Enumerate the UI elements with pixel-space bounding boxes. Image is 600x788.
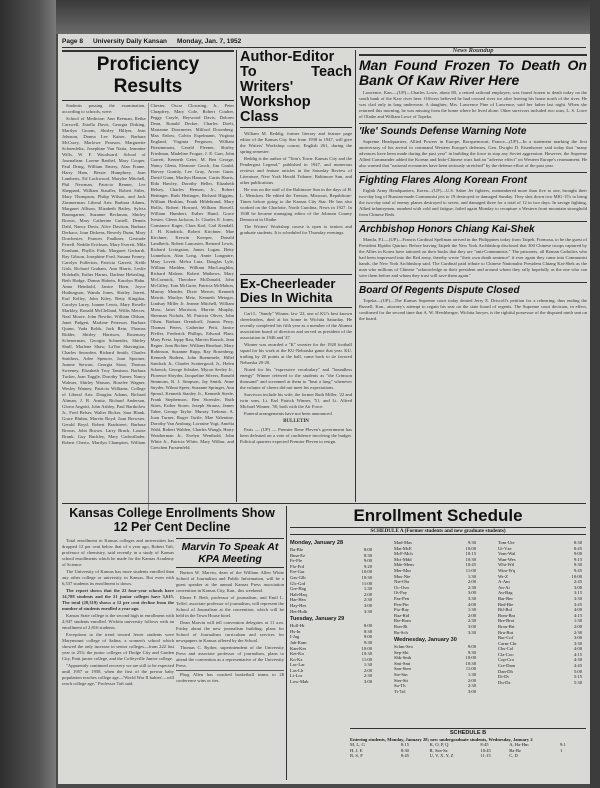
newspaper-page [58,34,590,784]
schedule-time: 8:00 [363,547,372,552]
author-editor-p4: The Writers' Workshop course is open to seniors and graduate students. It is scheduled for Thursday evenings. [240,224,352,235]
schedule-time: 9:00 [363,634,372,640]
schedule-range: Gre-Hag [290,586,307,592]
schedule-time: 9:00 [467,644,476,650]
news-body-4: Manila, P.I.—(UP)—Francis Cardinal Spellman arrived in the Philippines today from Taipeh, Formosa, to be the guest of President Elpidio Quirino. Before leaving Taipeh the New York Archbishop disclosed that 300 Chinese troops captured by the Allies in Korea have tattooed on their backs that they are "anti-Communists." The prisoners, all Roman Catholics who had been impressed into the Red army, thereby wrote "their own death sentence" if ever again they came into Communist hands, the New York Archbishop said. The Cardinal paid tribute to Chinese Nationalist President Chiang Kai-Shek as the man who millions of Chinese "acknowledge as their president and around whom they rally hopefully as the one who can save them before and whom they trust will save them again." [359,237,587,278]
schedule-b-title: SCHEDULE B [350,728,586,736]
schedule-range: Bom-Bra [498,612,516,618]
paper-name: University Daily Kansan [92,38,168,45]
cheerleader-article [240,274,352,502]
news-roundup [359,48,587,502]
schedule-range: Ron-Rt [394,623,408,629]
schedule-time: 2:00 [467,677,476,683]
schedule-b-group: R, Sea-Sz [429,747,448,753]
author-editor-p1: William M. Reddig, former literary and feature page editor of the Kansas City Star from 1938 to 1947, will give the Writers' Workshop course, English 261, during the spring semester. [240,131,352,154]
schedule-time: 3:00 [573,635,582,641]
cheerleader-headline: Ex-Cheerleader Dies In Wichita [240,274,352,308]
schedule-range: Ster-Stt [394,677,408,683]
schedule-range: Ot-Pay [394,590,408,596]
schedule-range: Ste-Stn [394,672,408,678]
schedule-b-row [350,753,586,759]
scan-border-left [0,0,56,788]
schedule-b-time: 1 [559,747,563,753]
schedule-range: Cop-Cra [498,657,514,663]
schedule-range: Ko-Kz [290,656,303,662]
schedule-time: 3:15 [573,590,582,596]
schedule-range: Du-Dz [498,679,511,685]
schedule-time: 2:45 [573,579,582,585]
schedule-range: Su-Th [394,683,406,689]
schedule-range: Rie-Rom [394,618,411,624]
schedule-range: Jah-Kam [290,639,307,645]
schedule-range: Mci-Mdd [394,556,412,562]
schedule-time: 1:30 [363,586,372,592]
schedule-range: Flo-Frd [290,563,305,569]
schedule-b-time: 9:1 [559,742,566,747]
schedule-time: 10:30 [465,556,476,562]
schedule-b-group: A, Ha-Hm [509,742,529,747]
schedule-time: 9:30 [467,540,476,545]
schedule-time: 10:00 [361,645,372,651]
schedule-time: 9:30 [573,562,582,568]
schedule-time: 4:15 [573,651,582,657]
enrollments-headline: Kansas College Enrollments Show 12 Per Cent Decline [69,506,275,534]
schedule-time: 3:00 [467,590,476,596]
schedule-time: 9:20 [363,563,372,569]
author-editor-p3: He was on the staff of the Baltimore Sun in the days of H. L. Mencken. He edited the Trenton, Missouri, Republican-Times before going to the Kansas City Star. He has also worked on the Charlotte, North Carolina, News in 1927. In 1948 he became managing editor of the Johnson County Democrat in Olathe. [240,187,352,222]
scan-border-top [0,0,600,34]
schedule-range: A-Am [498,579,510,585]
proficiency-columns [62,103,234,523]
schedule-b-time: 8:45 [480,742,489,747]
marvin-p3: Dean Marvin will tell convention delegates at 11 a.m. Friday about the new journalism building, plans for School of Journalism curriculum and services for newspapers in Kansas offered by the School. [176,620,284,643]
schedule-range: Pio-Ray [394,607,410,613]
schedule-range: Bru-But [498,629,514,635]
schedule-row [498,680,582,686]
schedule-range: Bma-Ez [290,552,306,558]
news-headline-3: Fighting Flares Along Korean Front [359,172,587,186]
schedule-range: Li-Lor [290,673,303,679]
schedule-range: Bre-Brot [498,618,515,624]
monday-head: Monday, January 28 [290,540,344,546]
schedule-time: 8:45 [573,545,582,551]
schedule-time: 10:00 [361,569,372,575]
schedule-time: 11:00 [465,666,476,672]
marvin-p4: Thomas C. Ryther, superintendent of the University Press and associate professor of journalism, plans to attend the convention as a representative of the University Press. [176,645,284,668]
proficiency-lead: Students passing the examination, according to schools, were: [62,103,146,114]
enrollments-p5: Exceptions to the trend toward fewer students were Marymount college of Salina, a women's school which showed the only increase in senior colleges—from 222 last year to 253; the junior colleges of Dodge City and Garden City, Pratt junior college, and the Coffeyville Junior college. [62,632,174,661]
schedule-time: 8:30 [363,552,372,558]
cheerleader-p3: Noted for his "expressive vocabulary" and "boundless energy" Winner referred to the students as "the Crimson thousand" and screamed at them to "beat a lung" whenever the volume of cheers did not meet his expectations. [240,367,352,390]
schedule-time: 3:00 [467,688,476,694]
schedule-range: Hs-In [290,628,301,634]
schedule-range: Nie-Obr [394,579,410,585]
schedule-range: Ti-Tol [394,688,406,694]
news-headline-1: Man Found Frozen To Death On Bank Of Kaw River Here [359,57,587,88]
schedule-col-3 [498,540,582,685]
schedule-time: 11:00 [465,567,476,573]
schedule-time: 4:15 [573,612,582,618]
schedule-range: Bur-Cof [498,635,514,641]
schedule-time: 9:15 [573,556,582,562]
schedule-b-time: 10:45 [480,747,491,753]
schedule-a-title: SCHEDULE A (Former students and new graduate students) [290,527,586,535]
schedule-time: 10:30 [361,574,372,580]
author-editor-article [240,50,352,272]
schedule-time: 10:00 [465,545,476,551]
schedule-range: Pen-Pin [394,601,409,607]
schedule-range: Wim-Wq [498,567,516,573]
schedule-range: Lac-Lar [290,662,305,668]
author-editor-p2: Reddig is the author of "Tom's Town: Kansas City and the Pendergast Legend," published in 1947, and numerous reviews and feature articles in the Saturday Review of Literature, New York Herald Tribune, Baltimore Sun, and other publications. [240,156,352,185]
schedule-b-time [560,753,586,759]
schedule-range: Oc-Osw [394,584,410,590]
schedule-time: 9:00 [363,558,372,564]
cheerleader-p4: Survivors include his wife, the former Ruth Miller, '22 and twin sons, Lt. Earl Patrick Winner, '51, and Lt. Alfred Michael Winner, '50, both with the Air Force. [240,392,352,409]
schedule-b-intro: Entering students, Monday, January 28; new undergraduate students, Wednesday, January 2 [350,737,533,742]
schedule-range: Fe-Fle [290,558,302,564]
schedule-time: 3:00 [363,602,372,608]
schedule-time: 3:30 [467,629,476,635]
enrollments-p4: Kansas State college is the second high in enrollment with 4,947 students enrolled. Wichita university follows with an enrollment of 2,816 students. [62,613,174,630]
schedule-time: 4:00 [573,646,582,652]
schedule-range: Mat-McE [394,545,412,551]
schedule-time: 10:30 [465,660,476,666]
marvin-p5: Phog Allen has coached basketball teams to 28 conference wins or ties. [176,672,284,683]
schedule-time: 10:45 [465,562,476,568]
schedule-time: 2:30 [573,629,582,635]
schedule-time: 4:00 [573,607,582,613]
schedule-time: 8:30 [573,540,582,545]
schedule-range: Sep-Shi [394,649,409,655]
schedule-time: 1:30 [467,607,476,613]
proficiency-article [62,50,234,502]
cheerleader-p1: Carl L. "Sandy" Winner, law '22, one of KU's best known cheerleaders, died at his home in Wichita Saturday. He recently completed his fifth year as a member of the Alumni association board of directors and served as president of the association in 1946 and '47. [240,311,352,340]
schedule-b-time: 8:15 [400,742,409,747]
schedule-range: Hah-Haq [290,591,307,597]
marvin-p1: Burton W. Marvin, dean of the William Allen White School of Journalism and Public Information, will be a guest speaker at the annual Kansas Press association convention in Kansas City, Kan., this weekend. [176,570,284,593]
schedule-range: Wr-Z [498,573,508,579]
schedule-range: Ru-Sch [394,629,408,635]
news-body-3: Eighth Army Headquarters, Korea—(UP)—U.S. Sabre Jet fighters, outnumbered more than five to one, brought their two-day bag of Russian-made Communist jets to 19 destroyed or damaged Sunday. They shot down two MIG-15's to bring the two-day total of enemy planes destroyed to seven, and damaged three for a total of 12 in two days. In savage fighting, Allied infantrymen, numbed with cold and fatigue, failed again Monday to recapture a Western front mountain stronghold from Chinese Reds. [359,188,587,217]
schedule-b-time: 8:45 [400,753,409,759]
enrollments-p1: Total enrollment in Kansas colleges and universities has dropped 12 per cent below that of a year ago, Robert Taft, professor of chemistry, said recently in a study of Kansas school enrollments which he made for the Kansas Academy of Science. [62,538,174,567]
enrollments-p3: The report shows that the 22 four-year schools have 14,708 students and the 21 junior colleges have 3,615. The total (28,319) shows a 12 per cent decline from the number of students enrolled a year ago. [62,588,174,611]
schedule-time: 4:00 [467,601,476,607]
roundup-label: News Roundup [359,48,587,56]
schedule-time: 1:30 [467,573,476,579]
schedule-range: Ket-Kn [290,651,304,657]
proficiency-body: School of Medicine: Ann Beeman, Retha Carswell, Estella Davis, Georgia Dirking, Marilyn Groom, Shirley Hillyer, Jean Johnson, Donna Lee Kaiser, Barbara McCurry, Marlowe Pearson, Marguerite Schoenfeltz, Josephine Van Natta, Jeannine Wills, W. F. Woodward. School of Journalism: Lorene Barthel, Mary Cooper, Paul Dring, William Emery, Alan Frame, Harry Ham, Bessie Humphrey, Joan Lamberts, Ed Lockwood, Marylee Mitchell, Phil Newman, Patricia Renner, Lee Sheppard, William Stauffer, Robert Stiles, Mary Thompson, Philip Wilson, and Jack Zimmerman. Liberal Arts: Barbara Adams, Margaret Allison, Elizabeth Bailey, Sylvia Baumgarner, Suzanne Beckman, Shirley Brown, Mary Catherine Cuttell, Dennis Dahl, Nancy Davis, Alice Davison, Barbara Derkacz, Joan Dickens, Beverly Dunn, Mary Dorchester, Frances Faulkner, Gertrude Ferrell. Neddie Erickson, Mary Everett, Mila Farnham, Phyllis Fink, Margaret Gerhardt, Ray Gibson, Josephine Ford, Susana Forney, Carolyn Fullerton, Patricia Garrett, Keith Gish, Richard Graham, Ann Harris, Leslie Holzhalb, Esther Harms, Darlene Heberling, Beth Hodge, Donna Hobein, Karolyn Hahn. Anna Heinbold, Janice Horn, Joyce Huthingson, Wanda Jones, Shirley Jarrett, Earl Kelley, John Kiley, Betty Kingdon, Carolyn Larey, Joanne Lewis, Mary Roselle Markley, Ronald McClelland, Willis Mercer, Neal Moore, John Newlin, William Ohlson, Janet Padgett, Marlene Peterson. Barbara Quinn, Vada Rolds, Jack Rein, Thomas Ridder, Shirley Harrison, Rosemary Schenerman, Georgia Schneider, Shirley Shull, Marlene Shaw, LaVoe Shavington, Charles Snowden, Richard Smith, Charles Smithers, Arlee Spencer, Joan Spooner, Joanne Stewart, Georgia Stout, Thomas Sweeney, Elizabeth Troy Tamison, Barbara Tucker, Joan Tuggle, Dorothy Turner, Nancy Walmer, Shirley Watson, Roselee Wagner, Wesley Watney, Patricia Williams. College of Liberal Arts: Douglas Adams, Richard Altman, J. R. Arnitz, Richard Anderson, Gloria Angotti, John Ashley, Paul Bartholow Jr., Fred Belser, Walter Bicker, Sara Blank, Grace Bluhm, Marvin Boyd, Joan Brewster, Gerald Boyd, Robert Bradstreet, Barbara Brown, John Brown. Larry Bruck, Louise Brunk, Guy Buckley, Mary Cadwallader, Robert Cherio, Marilyn Champion, William Chester, Oscar Clowning, Jr., Peter Chrapfrey, Mary Cole, Robert Coulter, Peggy Crayle, Heywood Davis, Dolores Dean, Ronald Decker, Charles Doelt, Marianne Doormeier, Milford Doornberg. Max Enlow, Calvin Espelmann, Virginia England, Virginia Ferguson, William Fitzsimmons, Gerald Fleener, Shirley Friedman, Madeline Frogue, J. E. Garr, John Garrett, Kenneth Geier, M. Ben George, Nancy Glenn, Eleanore Gosch, Jim Gould, Harvey Gramly, Lee Gray, Arvon Gunn. David Gunn, Marilyn Hanson, Curtis Harris, Elda Hawley, Dorothy Heller, Elizabeth Helsey, Charles Henson, Jr., Robert Hettinger, Ruth Hettinger, Richard Higgins, William Hoskins, Frank Hildebrand, Mary Hollis, Robert Howard, William Howell, William Humbert, Esther Hund, Grace Ivester, Glenn Jackson, Jr. Charles E. Jones, Constance Kager, Clara Karl, Carl Kendall, J. H. Kindrick, Robert Kirchner, Mae Kirchner, Kerwin Koerper, Donald Landbeck, Robert Lancaster, Bernard Lewis, Richard Livingston, James Logan, Betty Lunnelson, Alan Long, Annie Longmire, Mary Lovett. Melva Lutz, Douglas Lyle, William Madden, William MacLaughlin, Richard Malone, Robert Mathews, Mary McCormick, Theodore McDonald, John McGilley, Tom McGuire, Patricia McMahon, Murray Mender, Dixie Mercer, Kenneth Merritt, Marilyn Metz, Kenneth Metzger, Lindsay Miller Jr. Jeanne Mitchell, William Moss, Janet Morrison, Marvin Murphy, Sherman Nichols, M. Patricia Oliver, John Olsen, Barbara Orendorff, Joanna Perry, Thomas Peters, Catherine Petit, Janice Pfeffer, Frederick Phillips, Edward Plant, Mary Pretz, Jeppy Rau, Marvin Rausch, Jean Regier. Jean Richter, William Rinehart, Mary Robinson, Suzanne Rupp, Ray Rosenberg, Kenneth Rudeen, John Ruemmele, Hillel Sandock Jr., Charles Scattergood, Jr., Helen Schenck, George Schulze, Myron Seeley Jr., Florence Shryder, Jacqueline Silvers, Ronald Simmons, R. J. Simpson, Jay Smith. Anne Snyder, Wilma Speer, Suzanne Springer, Ann Sproul, Kenneth Stanley Jr., Kenneth Steele, Frank Stephenson, Ben Stoessler, Ruth Stites, Esther Storer, Joseph Strauss, James Taber, George Taylor. Murray Trelease, A. Joan Turner, Roger Turtle, Mae Valentine, Dorothy Van Ansburg, Lorraine Vogt, Amelia Wahl, Robert Walden, Charles Waugh, Harry Weatherman Jr., Evelyn Wenthold, John White Jr., Patricia White, Mary Wilbur, and Gretchen Furstenfeld. [62,103,234,450]
schedule-range: Har-Hea [290,597,306,603]
schedule-time: 10:30 [361,651,372,657]
schedule-range: Tom-Ute [498,540,515,545]
schedule-time: 3:30 [573,640,582,646]
schedule-range: Ut-Vze [498,545,512,551]
schedule-b-time: 11:15 [480,753,491,759]
masthead [62,38,586,48]
schedule-time: 2:30 [467,584,476,590]
schedule-time: 3:30 [467,595,476,601]
news-headline-4: Archbishop Honors Chiang Kai-Shek [359,221,587,235]
schedule-range: Brou-Brt [498,623,515,629]
schedule-range: Au-Bag [498,590,513,596]
schedule-time: 10:00 [465,655,476,661]
schedule-range: I-Jag [290,634,300,640]
schedule-range: Paz-Pen [394,595,410,601]
enrollments-p6: "Apparently continued recovery we are still to be expected until 1957 or 1958, when the first of the prewar baby population reaches college age—'World War II babies'—will reach college age," Professor Taft said. [62,663,174,686]
schedule-range: Bif-Bol [498,607,513,613]
schedule-time: 2:00 [573,623,582,629]
schedule-range: Snu-Sten [394,666,411,672]
schedule-time: 1:30 [573,618,582,624]
marvin-p2: Elmer F. Beth, professor of journalism, and Emil L. Telfel, associate professor of journalism, will represent the School of Journalism at the convention, which will be held in the Town House hotel. [176,595,284,618]
schedule-b-group: C, D [509,753,518,759]
schedule-b [350,726,586,759]
schedule-range: Holl-Hr [290,623,305,629]
schedule-range: Shk-Smh [394,655,412,661]
schedule-b-group: B, S, F [350,753,363,759]
author-editor-headline: Author-Editor To Teach Writers' Workshop Class [240,50,352,128]
schedule-range: Ba-Ble [290,547,304,552]
schedule-row [290,609,372,615]
schedule-row [290,679,372,685]
schedule-range: Raz-Rid [394,612,410,618]
schedule-time: 4:45 [573,663,582,669]
page-number: Page 8 [62,38,83,45]
schedule-row [394,630,476,636]
marvin-headline: Marvin To Speak At KPA Meeting [176,538,284,568]
schedule-range: Hay-Hes [290,602,307,608]
news-headline-5: Board Of Regents Dispute Closed [359,282,587,296]
schedule-b-group: Ba-Bz [509,747,521,753]
schedule-range: Cre-Dam [498,663,516,669]
schedule-range: Wan-Wes [498,556,516,562]
schedule-range: Dan-Dh [498,668,513,674]
news-body-5: Topeka—(UP)—The Kansas Supreme court today denied Jerry E. Driscoll's petition for a rehearing, thus ending the Russell, Kan., attorney's attempt to regain his seat on the state board of regents. The Supreme court decision, in effect, confirmed for the second time that A. W. Hershberger, Wichita lawyer, is the rightful possessor of the disputed ninth seat on the board. [359,298,587,321]
schedule-range: An-At [498,584,510,590]
schedule-range: Kan-Kes [290,645,307,651]
schedule-time: 5:15 [573,674,582,680]
schedule-time: 3:30 [573,595,582,601]
schedule-time: 3:00 [573,584,582,590]
cheerleader-p5: Funeral arrangements have not been announced. [244,411,333,416]
schedule-time: 4:30 [573,657,582,663]
schedule-col-1 [290,538,372,685]
schedule-time: 5:30 [573,679,582,685]
schedule-time: 2:00 [467,612,476,618]
schedule-range: Schm-Seo [394,644,413,650]
schedule-time: 2:30 [467,618,476,624]
schedule-range: Mus-Nie [394,573,411,579]
schedule-time: 3:45 [573,601,582,607]
schedule-range: Cla-Coo [498,651,514,657]
divider [355,50,356,502]
schedule-range: Mde-Mem [394,562,414,568]
schedule-range: Mer-Mur [394,567,412,573]
schedule-range: Las-Lh [290,667,304,673]
tuesday-head: Tuesday, January 29 [290,616,345,623]
schedule-time: 10:15 [465,551,476,557]
schedule-time: 9:00 [573,551,582,557]
schedule-time: 2:30 [467,683,476,689]
divider [236,50,237,502]
schedule-range: Gas-Glb [290,574,306,580]
schedule-range: Chs-Col [498,646,514,652]
bulletin-text: Paris — (UP) — Premier Rene Pleven's government has been defeated on a vote of confidence involving the budget. Political quarters expected Premier Pleven to resign. [240,427,352,444]
bulletin-head: BULLETIN [283,419,309,424]
schedule-time: 11:00 [361,656,372,662]
schedule-time: 3:00 [467,623,476,629]
schedule-time: 3:00 [363,679,372,685]
schedule-time: 2:00 [363,591,372,597]
schedule-time: 9:45 [573,567,582,573]
schedule-range: Di-Dt [498,674,509,680]
schedule-time: 9:30 [363,639,372,645]
schedule-time: 2:00 [467,579,476,585]
schedule-b-group: H, J, E [350,747,363,753]
scan-border-right [590,0,600,788]
schedule-range: Fre-Gar [290,569,305,575]
schedule-range: Carm-Chr [498,640,517,646]
issue-date: Monday, Jan. 7, 1952 [177,38,242,45]
schedule-time: 5:00 [573,668,582,674]
schedule-range: Low-Mab [290,679,309,685]
schedule-row [394,689,476,695]
schedule-time: 2:00 [363,667,372,673]
wednesday-head: Wednesday, January 30 [394,637,457,644]
schedule-range: Glc-Grd [290,580,306,586]
schedule-b-group: U, V, X, Y, Z [429,753,454,759]
schedule-b-group: K, O, P, Q [429,742,449,747]
horizontal-rule [62,503,586,504]
news-headline-2: 'Ike' Sounds Defense Warning Note [359,123,587,137]
schedule-b-time: 8:30 [400,747,409,753]
news-body-1: Lawrence, Kan.—(UP)—Charles Lowe, about 80, a retired railroad employee, was found frozen to death today on the south bank of the Kaw river here. Officers believed he had crossed river ice after leaving his home north of the river. He was clad only in long underwear. A daughter, Mrs. Lawrence Pine of Lawrence, said her father last night. When she returned this morning, he was missing from the home where he lived alone. Other survivors included two sons, L. S. Lowe of Olathe and William Lowe of Topeka. [359,90,587,119]
divider [286,506,287,780]
schedule-time: 9:30 [467,649,476,655]
enrollment-schedule [290,506,586,782]
schedule-headline: Enrollment Schedule [353,506,523,525]
schedule-range: Bar-Bec [498,595,514,601]
news-body-2: Supreme Headquarters, Allied Powers in Europe, Rocquencourt, France—(UP)—In a statement marking the first anniversary of his arrival to command Western Europe's defenses, Gen. Dwight D. Eisenhower said today that "many advances have been made during the past year" in building the force to stop any Soviet aggression. However, the Supreme Allied Commander added the Korean and Indo-Chinese wars had an "adverse effect" on Western Europe's rearmament. He also warned that "national economies have been seriously stretched" by the defense effort of the past year. [359,139,587,168]
enrollments-p2: The University of Kansas has more students enrolled than any other college or university in Kansas. But even with 6,537 students its enrollment is down. [62,569,174,586]
schedule-time: 8:30 [363,628,372,634]
schedule-range: McF-Mch [394,551,413,557]
schedule-col-2 [394,540,476,694]
cheerleader-p2: Winner was awarded a "K" sweater for the 1920 football squad for his work at the KU-Nebraska game that year. KU, trailing by 20 points at the half, came back to tie favored Nebraska 20-20. [240,342,352,365]
schedule-range: Mad-Mas [394,540,412,545]
schedule-time: 1:30 [467,672,476,678]
schedule-range: Whi-Wil [498,562,515,568]
proficiency-headline: Proficiency Results [62,50,234,101]
schedule-range: Vom-Wal [498,551,516,557]
schedule-time: 10:00 [571,573,582,579]
schedule-range: Het-Holk [290,608,308,614]
schedule-time: 2:30 [363,597,372,603]
schedule-range: Smi-Smt [394,660,411,666]
schedule-time: 1:30 [363,662,372,668]
schedule-time: 11:00 [361,580,372,586]
schedule-time: 3:30 [363,608,372,614]
schedule-time: 8:00 [363,623,372,629]
schedule-range: Bed-Bie [498,601,514,607]
schedule-b-group: M, L, G [350,742,365,747]
schedule-time: 2:30 [363,673,372,679]
marvin-article [176,538,284,780]
